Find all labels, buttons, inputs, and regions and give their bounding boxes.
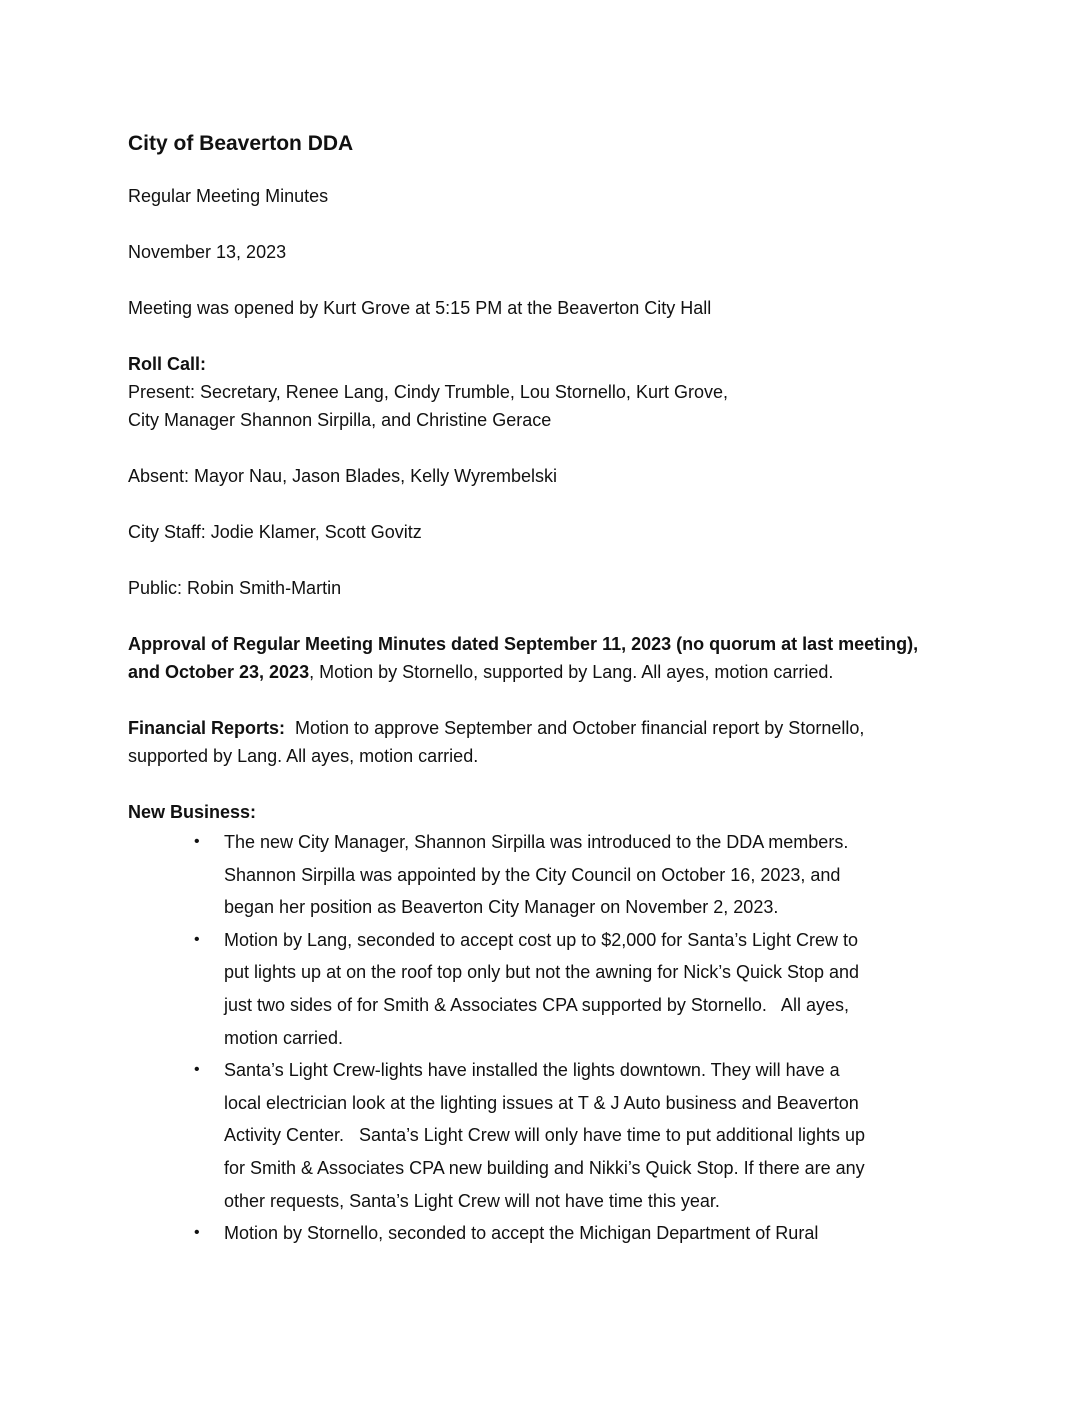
- item-2-line-3: just two sides of for Smith & Associates CPA supported by Stornello. All ayes,: [224, 994, 849, 1015]
- item-4-line-1: Motion by Stornello, seconded to accept the Michigan Department of Rural: [224, 1223, 819, 1244]
- present-line-2: City Manager Shannon Sirpilla, and Christine Gerace: [128, 410, 552, 430]
- approval-line-2: [128, 658, 978, 686]
- item-3-line-3: Activity Center. Santa’s Light Crew will only have time to put additional lights up: [224, 1125, 865, 1146]
- financial-text-1: Motion to approve September and October financial report by Stornello,: [285, 718, 865, 738]
- absent-line: Absent: Mayor Nau, Jason Blades, Kelly Wyrembelski: [128, 466, 558, 486]
- new-business-heading: New Business:: [128, 802, 257, 822]
- item-2-line-4: motion carried.: [224, 1027, 344, 1048]
- city-staff-line: City Staff: Jodie Klamer, Scott Govitz: [128, 522, 422, 542]
- financial-line-2: supported by Lang. All ayes, motion carried.: [128, 746, 479, 766]
- document-title: City of Beaverton DDA: [128, 132, 354, 155]
- bullet-icon: •: [194, 1061, 200, 1079]
- item-3-line-2: local electrician look at the lighting issues at T & J Auto business and Beaverton: [224, 1092, 859, 1113]
- item-2-line-2: put lights up at on the roof top only but not the awning for Nick’s Quick Stop and: [224, 962, 860, 983]
- meeting-opening: Meeting was opened by Kurt Grove at 5:15 PM at the Beaverton City Hall: [128, 298, 712, 318]
- list-item: [128, 1217, 978, 1250]
- bullet-icon: •: [194, 930, 200, 948]
- item-3-line-4: for Smith & Associates CPA new building and Nikki’s Quick Stop. If there are any: [224, 1157, 865, 1178]
- list-item: [128, 924, 978, 1054]
- list-item: [128, 1054, 978, 1217]
- document-page: [128, 128, 978, 1250]
- bullet-icon: •: [194, 1224, 200, 1242]
- financial-line-1: [128, 714, 978, 742]
- new-business-list: [128, 826, 978, 1250]
- item-2-line-1: Motion by Lang, seconded to accept cost up to $2,000 for Santa’s Light Crew to: [224, 929, 859, 950]
- item-1-line-2: Shannon Sirpilla was appointed by the City Council on October 16, 2023, and: [224, 864, 841, 885]
- financial-heading: Financial Reports:: [128, 718, 286, 738]
- approval-text: , Motion by Stornello, supported by Lang. All ayes, motion carried.: [309, 662, 834, 682]
- approval-heading-line-2: and October 23, 2023: [128, 662, 310, 682]
- item-1-line-3: began her position as Beaverton City Manager on November 2, 2023.: [224, 897, 779, 918]
- public-line: Public: Robin Smith-Martin: [128, 578, 342, 598]
- meeting-date: November 13, 2023: [128, 242, 287, 262]
- document-subtitle: Regular Meeting Minutes: [128, 186, 329, 206]
- bullet-icon: •: [194, 833, 200, 850]
- present-line-1: Present: Secretary, Renee Lang, Cindy Trumble, Lou Stornello, Kurt Grove,: [128, 382, 728, 402]
- item-3-line-5: other requests, Santa’s Light Crew will not have time this year.: [224, 1190, 720, 1211]
- item-1-line-1: The new City Manager, Shannon Sirpilla was introduced to the DDA members.: [224, 832, 849, 852]
- roll-call-heading: Roll Call:: [128, 354, 207, 374]
- list-item: [128, 826, 978, 924]
- approval-heading-line-1: Approval of Regular Meeting Minutes dated September 11, 2023 (no quorum at last meeting),: [128, 634, 919, 654]
- item-3-line-1: Santa’s Light Crew-lights have installed the lights downtown. They will have a: [224, 1060, 840, 1081]
